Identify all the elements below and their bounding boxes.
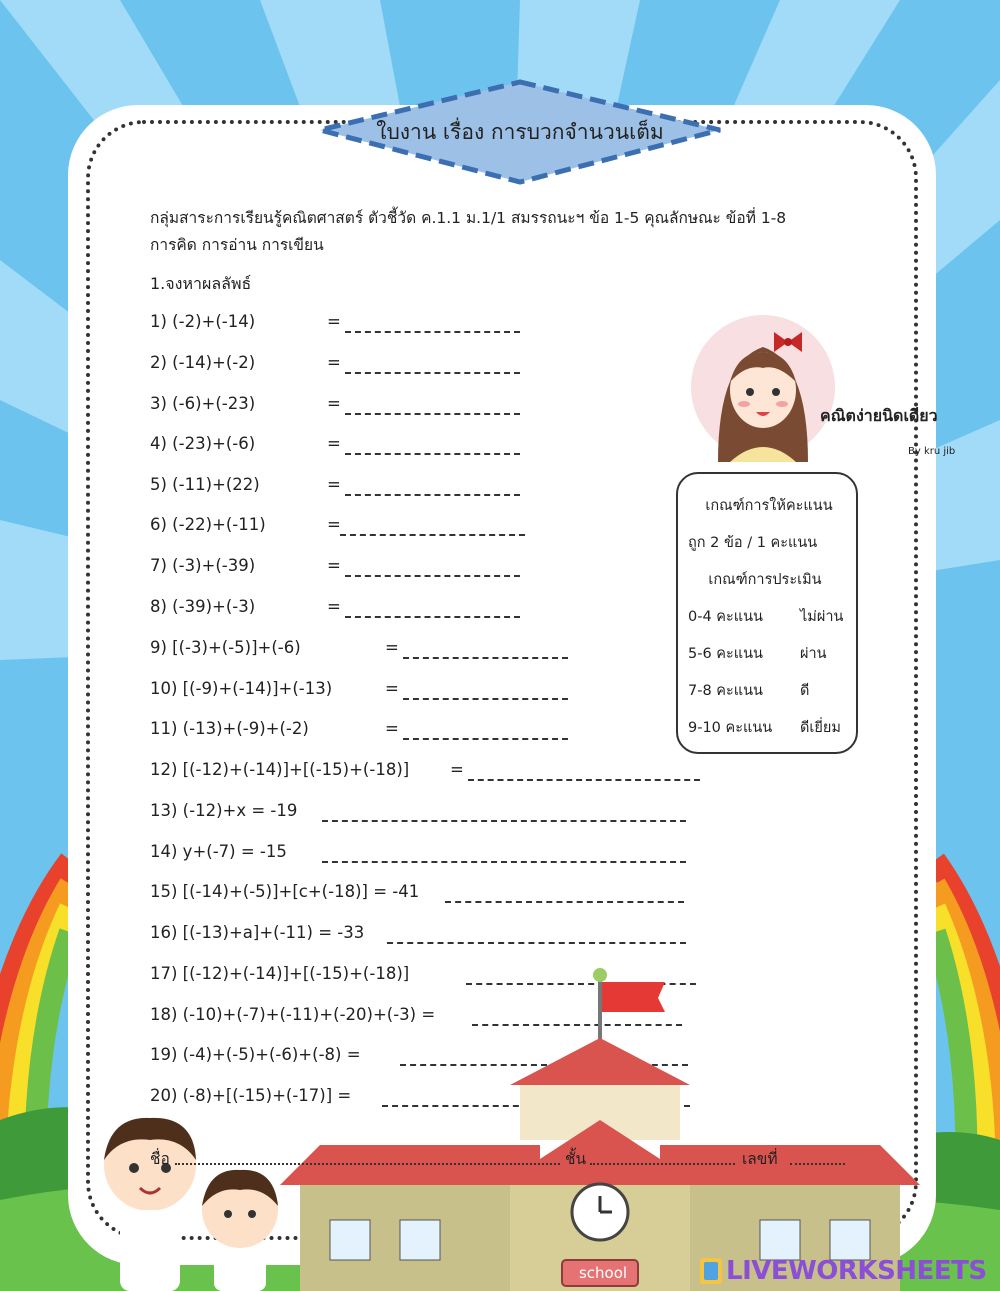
question-text: 15) [(-14)+(-5)]+[c+(-18)] = -41	[150, 882, 420, 901]
name-field[interactable]	[175, 1163, 560, 1165]
page-title: ใบงาน เรื่อง การบวกจำนวนเต็ม	[376, 120, 664, 144]
criteria-result: ผ่าน	[800, 646, 827, 662]
brand-label: คณิตง่ายนิดเดียว	[820, 406, 938, 425]
question-text: 3) (-6)+(-23)	[150, 394, 256, 413]
equals-sign: =	[327, 312, 341, 331]
equals-sign: =	[327, 556, 341, 575]
question-text: 4) (-23)+(-6)	[150, 434, 256, 453]
answer-field[interactable]	[403, 698, 568, 700]
question-text: 8) (-39)+(-3)	[150, 597, 256, 616]
answer-field[interactable]	[322, 820, 686, 822]
teacher-avatar	[688, 312, 838, 462]
criteria-result: ไม่ผ่าน	[800, 609, 844, 625]
liveworksheets-logo-icon	[700, 1258, 722, 1284]
header-line-1: กลุ่มสาระการเรียนรู้คณิตศาสตร์ ตัวชี้วัด ค.1.1 ม.1/1 สมรรถนะฯ ข้อ 1-5 คุณลักษณะ ข้อที่ 1-8	[150, 209, 787, 227]
class-field[interactable]	[590, 1163, 735, 1165]
school-sign: school	[578, 1264, 628, 1282]
header-info	[150, 205, 890, 259]
answer-field[interactable]	[403, 738, 568, 740]
criteria-rule: ถูก 2 ข้อ / 1 คะแนน	[688, 535, 818, 551]
equals-sign: =	[327, 475, 341, 494]
answer-field[interactable]	[345, 331, 520, 333]
answer-field[interactable]	[340, 534, 525, 536]
criteria-range: 9-10 คะแนน	[688, 720, 773, 736]
answer-field[interactable]	[322, 861, 686, 863]
question-text: 19) (-4)+(-5)+(-6)+(-8) =	[150, 1045, 361, 1064]
criteria-result: ดีเยี่ยม	[800, 720, 841, 736]
answer-field[interactable]	[345, 413, 520, 415]
answer-field[interactable]	[345, 494, 520, 496]
equals-sign: =	[327, 434, 341, 453]
class-label: ชั้น	[565, 1150, 587, 1168]
question-text: 10) [(-9)+(-14)]+(-13)	[150, 679, 333, 698]
header-line-2: การคิด การอ่าน การเขียน	[150, 236, 324, 254]
criteria-range: 7-8 คะแนน	[688, 683, 763, 699]
equals-sign: =	[327, 515, 341, 534]
criteria-range: 0-4 คะแนน	[688, 609, 763, 625]
answer-field[interactable]	[387, 942, 686, 944]
question-text: 5) (-11)+(22)	[150, 475, 260, 494]
equals-sign: =	[385, 679, 399, 698]
answer-field[interactable]	[345, 372, 520, 374]
question-text: 13) (-12)+x = -19	[150, 801, 298, 820]
question-text: 11) (-13)+(-9)+(-2)	[150, 719, 309, 738]
evaluation-title: เกณฑ์การประเมิน	[708, 572, 822, 588]
question-text: 16) [(-13)+a]+(-11) = -33	[150, 923, 365, 942]
question-text: 17) [(-12)+(-14)]+[(-15)+(-18)]	[150, 964, 410, 983]
kids-illustration	[90, 1110, 320, 1291]
answer-field[interactable]	[468, 779, 700, 781]
question-text: 6) (-22)+(-11)	[150, 515, 266, 534]
question-text: 20) (-8)+[(-15)+(-17)] =	[150, 1086, 352, 1105]
question-text: 14) y+(-7) = -15	[150, 842, 287, 861]
equals-sign: =	[385, 638, 399, 657]
answer-field[interactable]	[445, 901, 684, 903]
question-text: 7) (-3)+(-39)	[150, 556, 256, 575]
equals-sign: =	[327, 353, 341, 372]
question-text: 12) [(-12)+(-14)]+[(-15)+(-18)]	[150, 760, 410, 779]
scoring-criteria-box	[676, 472, 858, 754]
number-label: เลขที่	[742, 1150, 778, 1168]
brand-author: By kru jib	[908, 446, 956, 457]
question-text: 1) (-2)+(-14)	[150, 312, 256, 331]
question-text: 9) [(-3)+(-5)]+(-6)	[150, 638, 301, 657]
equals-sign: =	[450, 760, 464, 779]
criteria-range: 5-6 คะแนน	[688, 646, 763, 662]
watermark: LIVEWORKSHEETS	[726, 1256, 987, 1286]
answer-field[interactable]	[345, 575, 520, 577]
criteria-result: ดี	[800, 683, 810, 699]
equals-sign: =	[385, 719, 399, 738]
answer-field[interactable]	[345, 453, 520, 455]
name-label: ชื่อ	[150, 1150, 170, 1168]
equals-sign: =	[327, 394, 341, 413]
question-text: 2) (-14)+(-2)	[150, 353, 256, 372]
criteria-title: เกณฑ์การให้คะแนน	[705, 498, 833, 514]
school-illustration	[280, 960, 920, 1291]
section-heading: 1.จงหาผลลัพธ์	[150, 274, 252, 293]
number-field[interactable]	[790, 1163, 845, 1165]
equals-sign: =	[327, 597, 341, 616]
answer-field[interactable]	[403, 657, 568, 659]
question-text: 18) (-10)+(-7)+(-11)+(-20)+(-3) =	[150, 1005, 436, 1024]
answer-field[interactable]	[345, 616, 520, 618]
